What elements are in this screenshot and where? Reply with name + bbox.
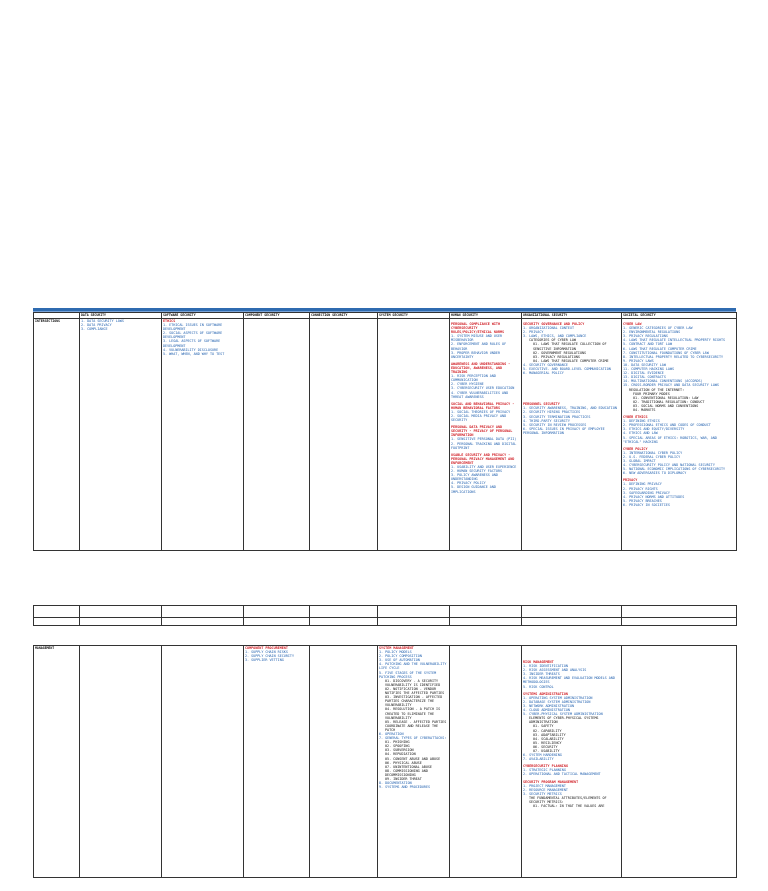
section-heading: COMPONENT PROCUREMENT (245, 646, 288, 650)
list-item: 04. MARKETS (633, 407, 656, 412)
list-item: 2. HUMAN SECURITY FACTORS (451, 469, 503, 474)
list-item: 3. SECURITY TERMINATION PRACTICES (523, 414, 591, 419)
section-heading: AWARENESS AND UNDERSTANDING - EDUCATION, AWARENESS, AND TRAINING (451, 361, 511, 375)
list-item: 05. RESILIENCY (533, 740, 562, 745)
list-item: 2. PRIVACY (523, 330, 544, 335)
list-item: 3. NETWORK ADMINISTRATION (523, 703, 575, 708)
list-item: 4. SECURITY GOVERNANCE (523, 362, 568, 367)
list-item: 05. CONSENT ABUSE AND ABUSE (385, 756, 441, 761)
list-item: 4. CLOUD ADMINISTRATION (523, 708, 570, 713)
list-item: 4. PRIVACY POLICY (451, 481, 486, 486)
list-item: 1. ETHICAL ISSUES IN SOFTWARE DEVELOPMENT (163, 323, 223, 332)
header-software-security: SOFTWARE SECURITY (162, 313, 244, 319)
list-item: 01. LAWS THAT REGULATE COLLECTION OF SENSITIVE INFORMATION (533, 342, 607, 351)
header-organizational-security: ORGANIZATIONAL SECURITY (522, 313, 622, 319)
list-item: CATEGORIES OF CYBER LAW (529, 338, 576, 343)
list-item: 4. THIRD-PARTY SECURITY (523, 418, 570, 423)
list-item: 02. CAPABILITY (533, 728, 562, 733)
list-item: 2. PRIVACY RIGHTS (623, 486, 658, 491)
list-item: 08. COMMISSIONING AND DECOMMISSIONING (385, 768, 428, 777)
list-item: 2. SUPPLY CHAIN SECURITY (245, 654, 294, 659)
section-heading: SYSTEMS ADMINISTRATION (523, 691, 568, 696)
header-data-security: DATA SECURITY (80, 313, 162, 319)
list-item: 6. MANAGERIAL POLICY (523, 371, 564, 376)
list-item: 13. DIGITAL CONTRACTS (623, 375, 666, 380)
list-item: 4. RISK MEASUREMENT AND EVALUATION MODELS AND METHODOLOGIES (523, 676, 615, 685)
list-item: 2. SOCIAL ASPECTS OF SOFTWARE DEVELOPMENT (163, 331, 223, 340)
list-item: 6. NEW ADVERSARIES TO DIPLOMACY (623, 471, 687, 476)
list-item: 01. SAFETY (533, 724, 554, 729)
list-item: 3. CYBERSECURITY USER EDUCATION (451, 386, 515, 391)
list-item: FOUR PRIMARY MODES (633, 391, 670, 396)
list-item: 2. PERSONAL TRACKING AND DIGITAL FOOTPRINT (451, 441, 517, 450)
section-heading: USABLE SECURITY AND PRIVACY - PERSONAL PRIVACY MANAGEMENT AND ENFORCEMENT (451, 452, 515, 465)
cell-human-security (450, 319, 522, 551)
section-heading: SECURITY GOVERNANCE AND POLICY (523, 322, 585, 326)
cell-data-security (80, 646, 162, 878)
list-item: 2. DATA PRIVACY (81, 323, 112, 328)
list-item: 9. SYSTEMS AND PROCEDURES (379, 785, 431, 790)
list-item: 3. LAWS, ETHICS, AND COMPLIANCE (523, 334, 587, 339)
list-item: 4. PRIVACY NORMS AND ATTITUDES (623, 494, 685, 499)
section-heading: CYBER LAW (623, 322, 642, 326)
list-item: 03. ADAPTABILITY (533, 732, 566, 737)
cell-societal-security (622, 646, 737, 878)
list-item: 04. SCALABILITY (533, 736, 564, 741)
list-item: 3. SUPPLIER VETTING (245, 658, 284, 663)
list-item: 2. CYBER HYGIENE (451, 382, 484, 387)
list-item: 2. POLICY COMPOSITION (379, 654, 422, 659)
list-item: 5. EXECUTIVE- AND BOARD-LEVEL COMMUNICATION (523, 367, 611, 372)
list-item: 6. SPECIAL ISSUES IN PRIVACY OF EMPLOYEE PERSONAL INFORMATION (523, 426, 605, 435)
list-item: 3. POLICY AWARENESS AND UNDERSTANDING (451, 473, 498, 482)
list-item: 01. CONVENTIONAL REGULATION: LAW (633, 395, 699, 400)
list-item: 1. GENERIC CATEGORIES OF CYBER LAW (623, 326, 693, 331)
list-item: 2. ENFORCEMENT AND RULES OF BEHAVIOR (451, 342, 507, 351)
list-item: 4. PATCHING AND THE VULNERABILITY LIFE CYCLE (379, 662, 447, 671)
list-item: 5. CONTRACT AND TORT LAW (623, 342, 672, 347)
list-item: 07. UNINTENTIONAL ABUSE (385, 764, 432, 769)
list-item: 3. INSIDER THREATS (523, 672, 560, 677)
list-item: 2. RISK ASSESSMENT AND ANALYSIS (523, 668, 587, 673)
list-item: 1. SUPPLY CHAIN RISKS (245, 650, 288, 655)
list-item: 8. DOCUMENTATION (379, 781, 412, 786)
list-item: 2. U.S. FEDERAL CYBER POLICY (623, 454, 681, 459)
header-component-security: COMPONENT SECURITY (244, 313, 310, 319)
cell-connection-security (310, 319, 378, 551)
header-human-security: HUMAN SECURITY (450, 313, 522, 319)
section-heading: PERSONNEL SECURITY (523, 402, 560, 407)
list-item: 09. INSIDER THREAT (385, 777, 422, 781)
list-item: 01. DISCOVERY - A SECURITY VULNERABILITY IS IDENTIFIED (385, 678, 441, 687)
list-item: 1. PROJECT MANAGEMENT (523, 783, 566, 788)
cell-societal-security (622, 319, 737, 551)
header-societal-security: SOCIETAL SECURITY (622, 313, 737, 319)
list-item: 4. CYBERSECURITY POLICY AND NATIONAL SECURITY (623, 463, 715, 468)
list-item: 3. USE OF AUTOMATION (379, 658, 420, 663)
management-table (33, 645, 737, 878)
spacer-table (33, 605, 737, 626)
list-item: 1. RISK IDENTIFICATION (523, 664, 568, 669)
list-item: 3. PROPER BEHAVIOR UNDER UNCERTAINTY (451, 350, 500, 359)
list-item: 06. SECURITY (533, 744, 558, 749)
list-item: 2. PROFESSIONAL ETHICS AND CODES OF CONDUCT (623, 423, 711, 428)
list-item: 14. MULTINATIONAL CONVENTIONS (ACCORDS) (623, 379, 703, 384)
list-item: 04. RESOLUTION - A PATCH IS CREATED TO ELIMINATE THE VULNERABILITY (385, 707, 441, 720)
list-item: 4. LAWS THAT REGULATE INTELLECTUAL PROPERTY RIGHTS (623, 338, 726, 343)
list-item: REGULATION OF THE INTERNET: (629, 387, 685, 392)
list-item: 1. RISK PERCEPTION AND COMMUNICATION (451, 374, 496, 383)
list-item: 1. USABILITY AND USER EXPERIENCE (451, 465, 517, 469)
cell-system-security (378, 319, 450, 551)
list-item: ELEMENTS OF CYBER-PHYSICAL SYSTEMS ADMINISTRATION (529, 716, 599, 725)
list-item: 1. SECURITY AWARENESS, TRAINING, AND EDUCATION (523, 406, 617, 411)
list-item: 6. LAWS THAT REGULATE COMPUTER CRIME (623, 346, 697, 351)
curriculum-sheet (33, 308, 736, 878)
cell-software-security (162, 646, 244, 878)
list-item: 1. DATA SECURITY LAWS (81, 319, 124, 323)
list-item: 1. DEFINING PRIVACY (623, 482, 662, 487)
list-item: 7. GENERAL TYPES OF CYBERATTACKS: (379, 736, 447, 741)
list-item: 5. WHAT, WHEN, AND WHY TO TEST (163, 351, 225, 356)
list-item: 02. SPOOFING (385, 744, 410, 749)
list-item: 11. COMPUTER HACKING LAWS (623, 367, 675, 372)
section-heading: PRIVACY (623, 478, 638, 483)
list-item: 2. SECURITY HIRING PRACTICES (523, 410, 581, 415)
list-item: 4. VULNERABILITY DISCLOSURE (163, 347, 219, 352)
list-item: 5. SECURITY IN REVIEW PROCESSES (523, 422, 587, 427)
list-item: 5. PRIVACY BREACHES (623, 498, 662, 503)
cell-component-security (244, 646, 310, 878)
list-item: 5. FIVE STAGES OF THE SYSTEM PATCHING PROCESS (379, 670, 437, 679)
list-item: 3. PRIVACY REGULATIONS (623, 334, 668, 339)
list-item: 10. DATA SECURITY LAW (623, 362, 666, 367)
spacer-row (34, 618, 737, 626)
section-heading: SOCIAL AND BEHAVIORAL PRIVACY - HUMAN BEHAVIORAL FACTORS (451, 401, 515, 410)
section-heading: CYBER ETHICS (623, 415, 648, 420)
cell-human-security (450, 646, 522, 878)
list-item: 1. SOCIAL THEORIES OF PRIVACY (451, 409, 511, 414)
list-item: 1. INTERNATIONAL CYBER POLICY (623, 450, 683, 455)
list-item: 06. PHYSICAL ABUSE (385, 760, 422, 765)
list-item: 3. ETHICS AND EQUITY/DIVERSITY (623, 427, 685, 432)
list-item: 7. CONSTITUTIONAL FOUNDATIONS OF CYBER LAW (623, 350, 709, 355)
list-item: 03. PRIVACY REGULATIONS (533, 354, 580, 359)
list-item: 3. SAFEGUARDING PRIVACY (623, 490, 670, 495)
list-item: 02. GOVERNMENT REGULATIONS (533, 350, 587, 355)
list-item: 1. SYSTEM MISUSE AND USER MISBEHAVIOR (451, 334, 503, 343)
header-connection-security: CONNECTION SECURITY (310, 313, 378, 319)
list-item: 03. SUBVERSION (385, 748, 414, 753)
list-item: 3. COMPLIANCE (81, 327, 108, 332)
list-item: 05. RELEASE - AFFECTED PARTIES COORDINATE AND RELEASE THE PATCH (385, 719, 447, 732)
list-item: 03. SOCIAL NORMS AND CONVENTIONS (633, 403, 699, 408)
list-item: 1. DEFINING ETHICS (623, 419, 660, 424)
list-item: 04. LAWS THAT REGULATE COMPUTER CRIME (533, 358, 609, 363)
list-item: 2. DATABASE SYSTEM ADMINISTRATION (523, 699, 591, 704)
list-item: 4. CYBER VULNERABILITIES AND THREAT AWARENESS (451, 390, 509, 399)
section-heading: ETHICS (163, 319, 176, 323)
list-item: 1. STRATEGIC PLANNING (523, 768, 566, 773)
cell-connection-security (310, 646, 378, 878)
list-item: 01. PHISHING (385, 740, 410, 745)
intersections-table (33, 312, 737, 551)
cell-data-security (80, 319, 162, 551)
cell-organizational-security (522, 319, 622, 551)
list-item: 07. USABILITY (533, 748, 560, 753)
list-item: 03. INVESTIGATION - AFFECTED PARTIES CHARACTERIZE THE VULNERABILITY (385, 695, 443, 708)
list-item: 2. RESOURCE MANAGEMENT (523, 787, 568, 792)
list-item: 9. PRIVACY LAWS (623, 358, 654, 363)
list-item: 2. ENVIRONMENTAL REGULATIONS (623, 330, 681, 335)
section-heading: PERSONAL COMPLIANCE WITH CYBERSECURITY RULES/POLICY/ETHICAL NORMS (451, 322, 505, 335)
list-item: THE FUNDAMENTAL ATTRIBUTES/ELEMENTS OF SECURITY METRICS: (529, 795, 607, 804)
list-item: 02. TRADITIONAL REGULATION: CONDUCT (633, 399, 705, 404)
list-item: 6. SYSTEM HARDENING (523, 753, 562, 758)
list-item: 3. GLOBAL IMPACT (623, 459, 656, 463)
list-item: 5. SPECIAL AREAS OF ETHICS: ROBOTICS, WAR, AND "ETHICAL" HACKING (623, 435, 717, 444)
row-label-management: MANAGEMENT (34, 646, 80, 878)
management-row (34, 646, 737, 878)
list-item: 5. RISK CONTROL (523, 684, 554, 689)
section-heading: CYBERSECURITY PLANNING (523, 764, 568, 769)
list-item: 7. AVAILABILITY (523, 757, 554, 762)
cell-software-security (162, 319, 244, 551)
list-item: 12. DIGITAL EVIDENCE (623, 371, 664, 376)
list-item: 4. ETHICS AND LAW (623, 431, 658, 436)
section-heading: SYSTEM MANAGEMENT (379, 646, 414, 650)
list-item: 2. SOCIAL MEDIA PRIVACY AND SECURITY (451, 413, 507, 423)
list-item: 01. FACTUAL: IN THAT THE VALUES ARE (533, 804, 605, 809)
list-item: 04. REPUDIATION (385, 752, 416, 757)
list-item: 15. CROSS-BORDER PRIVACY AND DATA SECURITY LAWS (623, 383, 719, 388)
list-item: 3. SECURITY METRICS (523, 791, 562, 796)
list-item: 1. POLICY MODELS (379, 650, 412, 655)
spacer-row (34, 606, 737, 618)
list-item: 3. LEGAL ASPECTS OF SOFTWARE DEVELOPMENT (163, 339, 221, 348)
row-label-intersections: INTERSECTIONS (34, 319, 80, 551)
intersections-row (34, 319, 737, 551)
section-heading: PERSONAL DATA PRIVACY AND SECURITY - PRIVACY OF PERSONAL INFORMATION (451, 425, 513, 438)
list-item: 1. OPERATING SYSTEM ADMINISTRATION (523, 695, 593, 700)
section-heading: SECURITY PROGRAM MANAGEMENT (523, 779, 579, 784)
list-item: 5. NATIONAL ECONOMIC IMPLICATIONS OF CYBERSECURITY (623, 467, 726, 472)
cell-system-security (378, 646, 450, 878)
list-item: 02. NOTIFICATION - VENDOR NOTIFIES THE AFFECTED PARTIES (385, 686, 445, 696)
list-item: 6. PRIVACY IN SOCIETIES (623, 502, 670, 507)
list-item: 6. OPERATION (379, 731, 404, 736)
list-item: 2. OPERATIONAL AND TACTICAL MANAGEMENT (523, 772, 601, 777)
cell-organizational-security (522, 646, 622, 878)
cell-component-security (244, 319, 310, 551)
list-item: 1. ORGANIZATIONAL CONTEXT (523, 326, 575, 331)
list-item: 5. CYBER-PHYSICAL SYSTEM ADMINISTRATION (523, 712, 603, 717)
section-heading: RISK MANAGEMENT (523, 660, 554, 664)
list-item: 8. INTELLECTUAL PROPERTY RELATED TO CYBERSECURITY (623, 354, 724, 359)
section-heading: CYBER POLICY (623, 446, 648, 451)
list-item: 5. DESIGN GUIDANCE AND IMPLICATIONS (451, 485, 496, 494)
list-item: 1. SENSITIVE PERSONAL DATA (PII) (451, 437, 517, 442)
header-system-security: SYSTEM SECURITY (378, 313, 450, 319)
